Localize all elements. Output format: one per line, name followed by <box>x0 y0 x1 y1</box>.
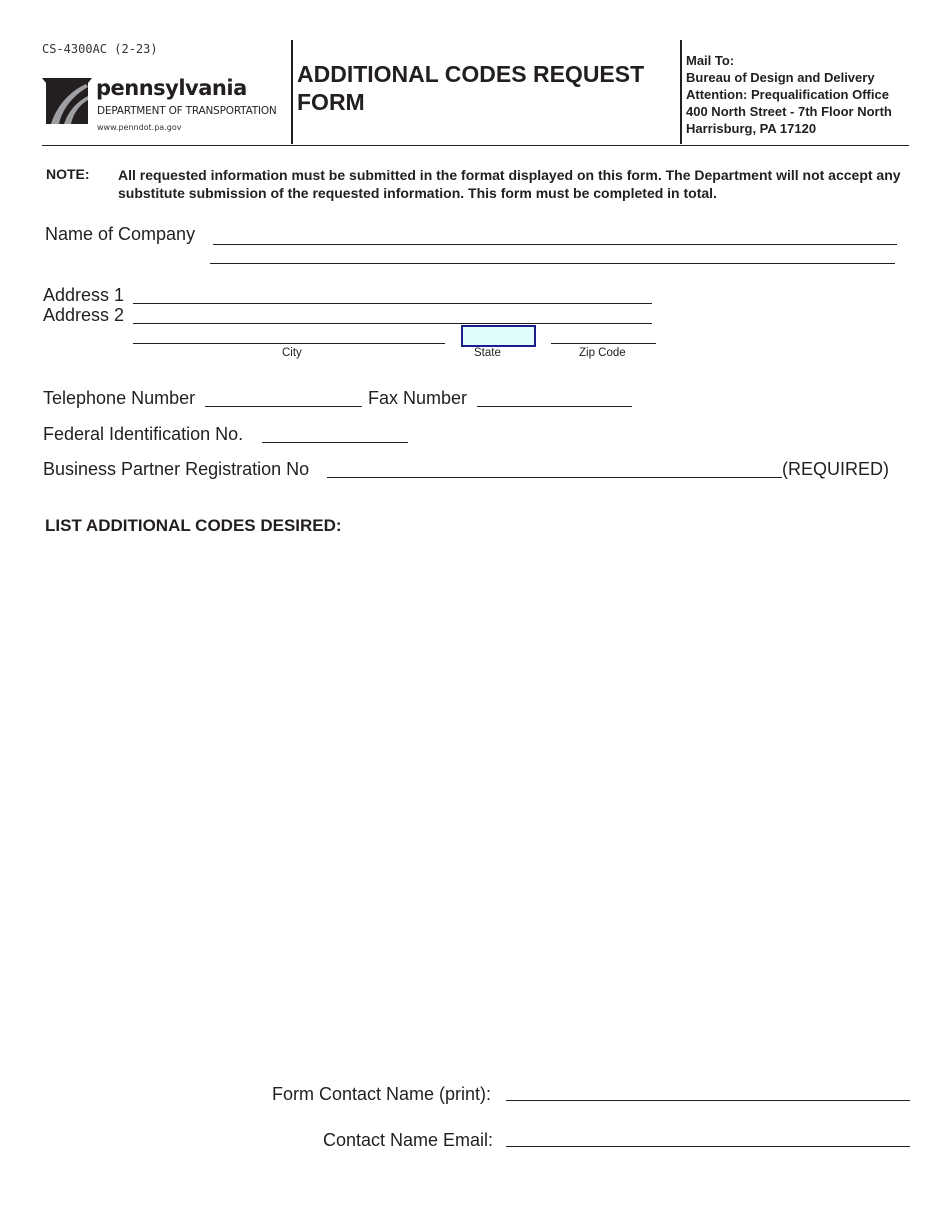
fax-label: Fax Number <box>368 388 468 408</box>
contact-email-label: Contact Name Email: <box>323 1130 494 1150</box>
federal-id-label: Federal Identification No. <box>43 424 244 444</box>
mail-to-line: Attention: Prequalification Office <box>686 87 889 102</box>
note-label: NOTE: <box>46 166 90 182</box>
company-name-field[interactable] <box>213 244 897 245</box>
form-title <box>297 60 682 116</box>
form-number: CS-4300AC (2-23) <box>42 42 158 56</box>
fax-field[interactable] <box>477 406 632 407</box>
mail-to-line: Bureau of Design and Delivery <box>686 70 875 85</box>
contact-email-field[interactable] <box>506 1146 910 1147</box>
codes-list-area[interactable] <box>45 545 905 1060</box>
contact-name-label: Form Contact Name (print): <box>272 1084 492 1104</box>
zip-field[interactable] <box>551 343 656 344</box>
city-field[interactable] <box>133 343 445 344</box>
address1-field[interactable] <box>133 303 652 304</box>
city-caption: City <box>282 347 302 359</box>
telephone-field[interactable] <box>205 406 362 407</box>
mail-to-block <box>686 52 892 137</box>
brand-url: www.penndot.pa.gov <box>97 123 182 132</box>
address2-field[interactable] <box>133 323 652 324</box>
state-field[interactable] <box>461 325 536 347</box>
form-title-line2: FORM <box>297 89 365 115</box>
brand-department: DEPARTMENT OF TRANSPORTATION <box>97 105 277 117</box>
zip-caption: Zip Code <box>579 347 626 359</box>
header-divider-left <box>291 40 293 144</box>
address1-label: Address 1 <box>43 285 125 305</box>
mail-to-label: Mail To: <box>686 53 735 68</box>
mail-to-line: Harrisburg, PA 17120 <box>686 121 817 136</box>
federal-id-field[interactable] <box>262 442 408 443</box>
company-name-label: Name of Company <box>45 224 196 244</box>
telephone-label: Telephone Number <box>43 388 196 408</box>
contact-name-field[interactable] <box>506 1100 910 1101</box>
codes-section-title: LIST ADDITIONAL CODES DESIRED: <box>45 516 342 535</box>
keystone-logo-icon <box>42 78 92 124</box>
mail-to-line: 400 North Street - 7th Floor North <box>686 104 892 119</box>
address2-label: Address 2 <box>43 305 125 325</box>
header-bottom-rule <box>42 145 909 146</box>
form-title-line1: ADDITIONAL CODES REQUEST <box>297 61 645 87</box>
bpr-label: Business Partner Registration No <box>43 459 310 479</box>
brand-name: pennsylvania <box>96 76 247 100</box>
company-name-field-line2[interactable] <box>210 263 895 264</box>
note-text: All requested information must be submitted in the format displayed on this form. The Department will not accept any substitute submission of the requested information. This form must be completed in total. <box>118 167 901 201</box>
bpr-required-note: (REQUIRED) <box>782 459 889 479</box>
state-caption: State <box>474 347 501 359</box>
bpr-field[interactable] <box>327 477 782 478</box>
